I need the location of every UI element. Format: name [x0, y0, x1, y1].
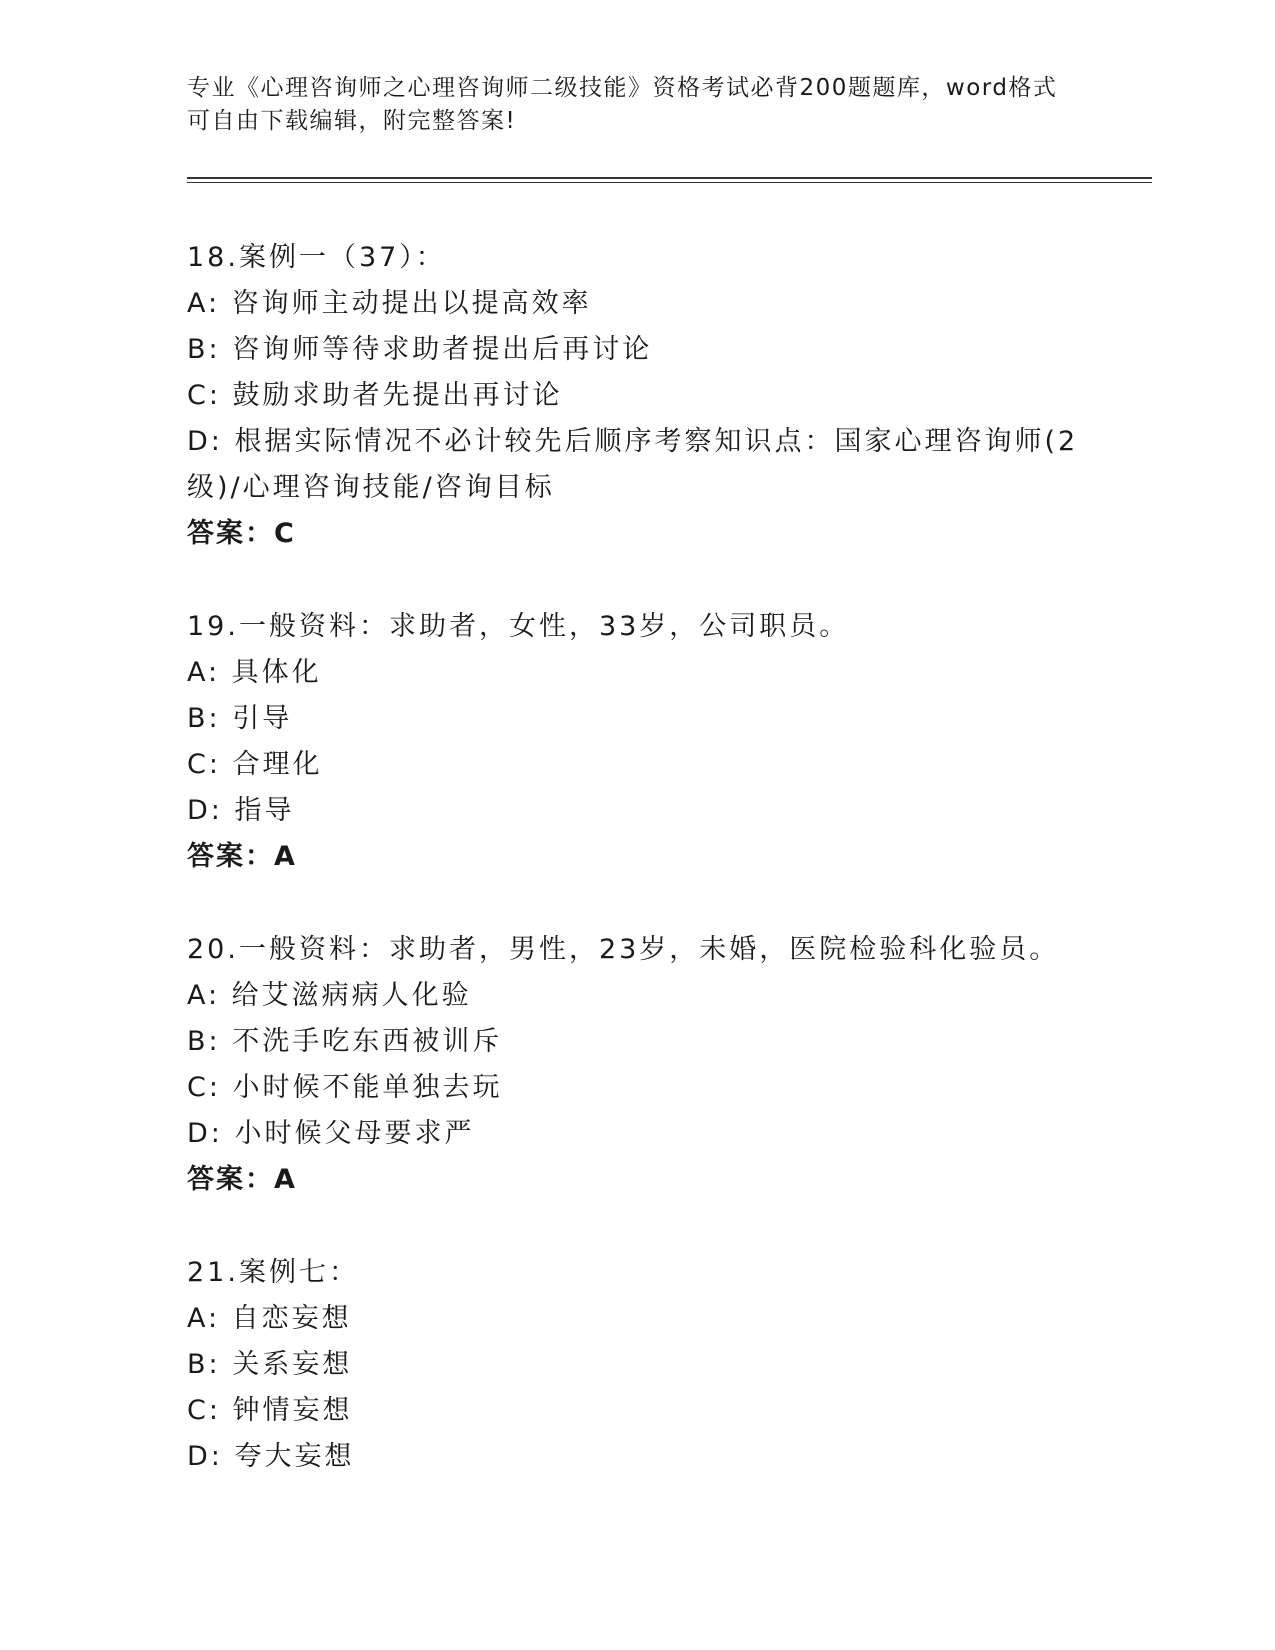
answer: 答案：C	[187, 518, 296, 549]
option-b: B: 引导	[187, 703, 293, 734]
header-divider-thin	[187, 182, 1152, 183]
option-d: D: 根据实际情况不必计较先后顺序考察知识点：国家心理咨询师(2级)/心理咨询技能/咨询目标	[187, 426, 1079, 503]
question-stem: 18.案例一（37）：	[187, 242, 446, 273]
question-stem: 21.案例七：	[187, 1257, 359, 1288]
answer: 答案：A	[187, 1164, 297, 1195]
option-a: A: 自恋妄想	[187, 1303, 352, 1334]
option-b: B: 关系妄想	[187, 1349, 353, 1380]
question-stem: 19.一般资料：求助者，女性，33岁，公司职员。	[187, 611, 850, 642]
header-line-1: 专业《心理咨询师之心理咨询师二级技能》资格考试必背200题题库，word格式	[187, 75, 1058, 101]
answer: 答案：A	[187, 841, 297, 872]
question-21	[187, 1250, 1107, 1480]
document-header	[187, 72, 1087, 138]
option-a: A: 咨询师主动提出以提高效率	[187, 288, 592, 319]
question-20	[187, 927, 1107, 1203]
option-c: C: 钟情妄想	[187, 1395, 353, 1426]
option-a: A: 给艾滋病病人化验	[187, 980, 472, 1011]
header-divider-thick	[187, 177, 1152, 179]
question-19	[187, 604, 1107, 880]
option-b: B: 咨询师等待求助者提出后再讨论	[187, 334, 653, 365]
option-d: D: 小时候父母要求严	[187, 1118, 475, 1149]
option-c: C: 鼓励求助者先提出再讨论	[187, 380, 563, 411]
option-b: B: 不洗手吃东西被训斥	[187, 1026, 503, 1057]
header-line-2: 可自由下载编辑，附完整答案!	[187, 108, 517, 134]
option-c: C: 小时候不能单独去玩	[187, 1072, 503, 1103]
option-c: C: 合理化	[187, 749, 323, 780]
question-18	[187, 235, 1107, 557]
option-a: A: 具体化	[187, 657, 322, 688]
question-stem: 20.一般资料：求助者，男性，23岁，未婚，医院检验科化验员。	[187, 934, 1060, 965]
option-d: D: 夸大妄想	[187, 1441, 355, 1472]
question-list	[187, 235, 1107, 1527]
option-d: D: 指导	[187, 795, 295, 826]
